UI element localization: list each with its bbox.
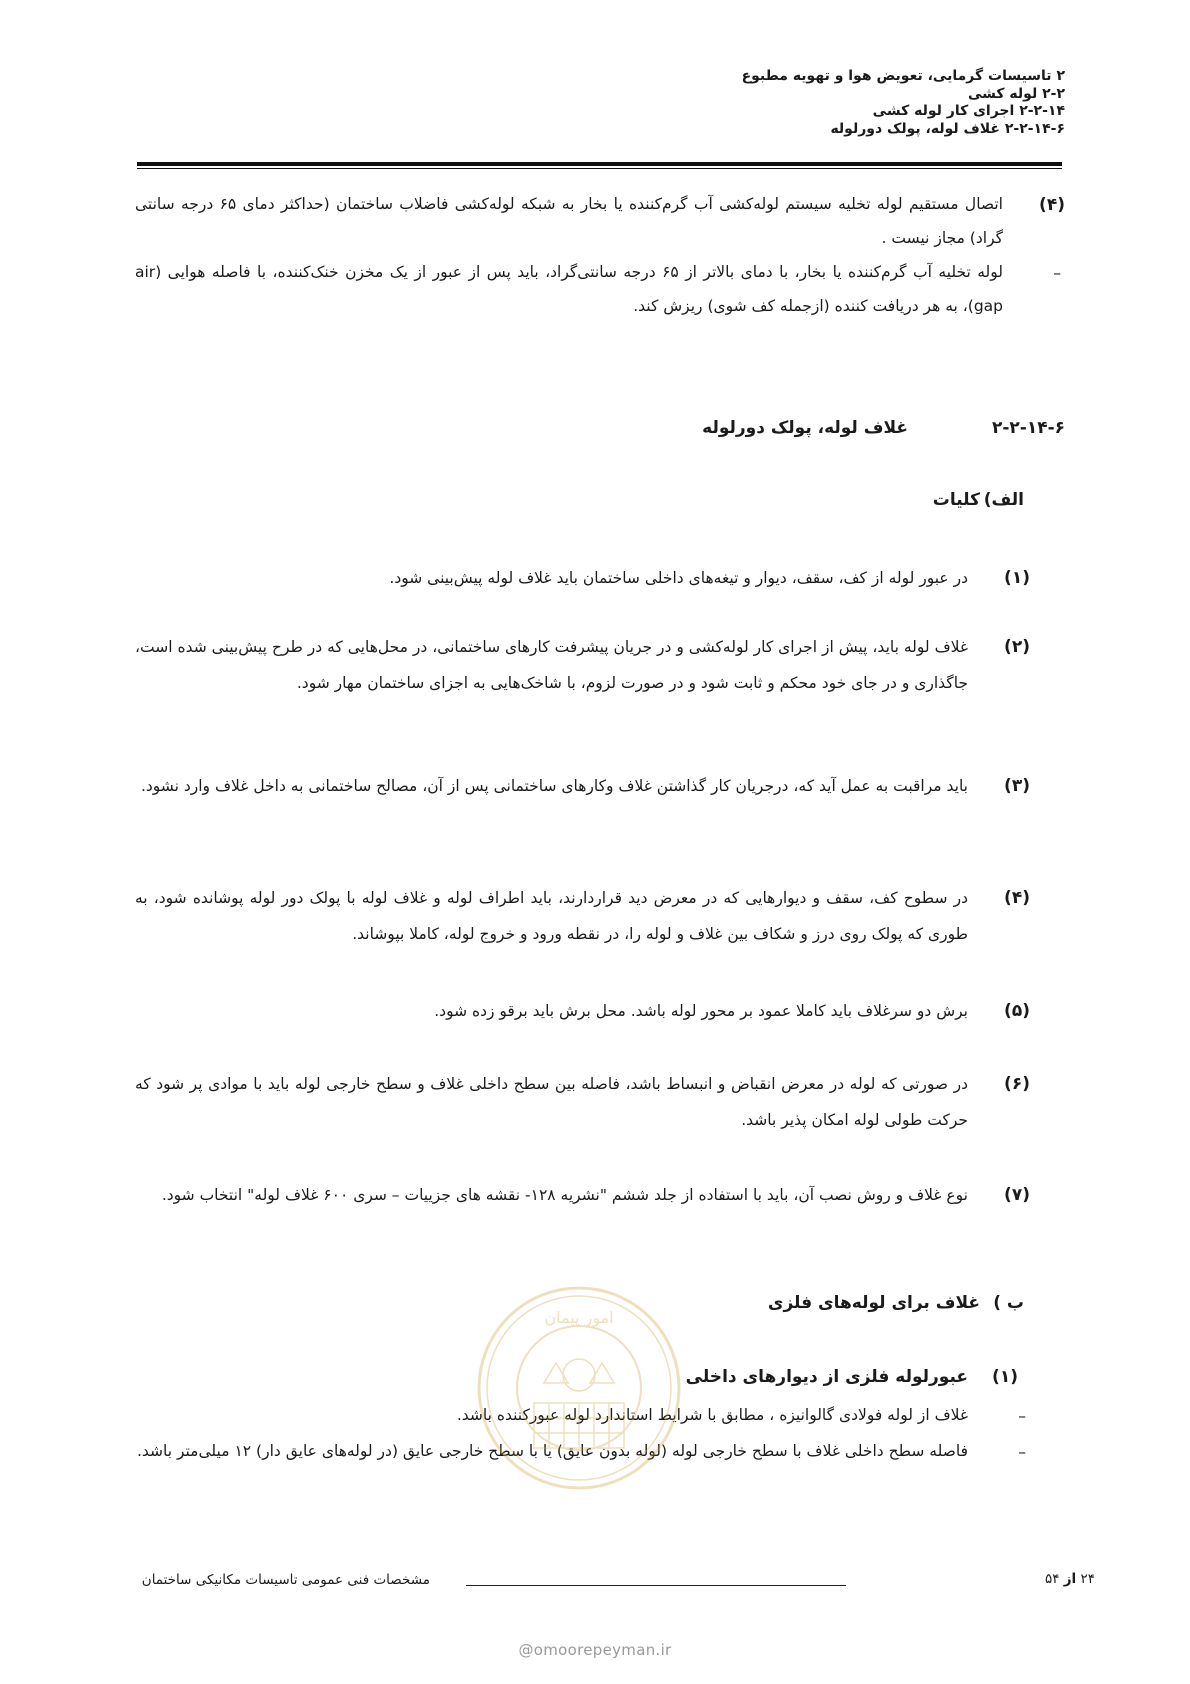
page-total: ۵۴ [1044, 1571, 1060, 1587]
paragraph-text: در صورتی که لوله در معرض انقباض و انبساط باشد، فاصله بین سطح داخلی غلاف و سطح خارجی لوله باید با موادی پر شود که حرکت طولی لوله امکان پذیر باشد. [135, 1075, 968, 1129]
part-title: کلیات [932, 490, 980, 510]
header-rule-thin [137, 168, 1062, 169]
header-section: ۲-۲ لوله کشی [968, 85, 1065, 102]
site-watermark: @omoorepeyman.ir [518, 1641, 672, 1659]
item-marker: (۳) [1004, 776, 1030, 796]
item-marker: (۵) [1004, 1001, 1030, 1021]
paragraph-text: باید مراقبت به عمل آید که، درجریان کار گذاشتن غلاف وکارهای ساختمانی پس از آن، مصالح ساختمانی به داخل غلاف وارد نشود. [140, 777, 968, 795]
subitem-marker: (۱) [992, 1367, 1018, 1387]
list-item [135, 560, 1030, 600]
paragraph-text: برش دو سرغلاف باید کاملا عمود بر محور لوله باشد. محل برش باید برقو زده شود. [434, 1002, 968, 1020]
header-topic: ۲-۲-۱۴-۶ غلاف لوله، پولک دورلوله [830, 120, 1065, 137]
seal-text: امور پیمان [544, 1308, 614, 1327]
list-item [135, 768, 1030, 843]
section-number: ۲-۲-۱۴-۶ [991, 418, 1065, 438]
part-label: ب ) [993, 1293, 1024, 1313]
paragraph-text: اتصال مستقیم لوله تخلیه سیستم لوله‌کشی آب گرم‌کننده یا بخار به شبکه لوله‌کشی فاضلاب ساختمان (حداکثر دمای ۶۵ درجه سانتی گراد) مجاز نیست . [135, 195, 1003, 247]
paragraph-text: غلاف لوله باید، پیش از اجرای کار لوله‌کشی و در جریان پیشرفت کارهای ساختمانی، در محل‌هایی که در طرح پیش‌بینی شده است، جاگذاری و در جای خود محکم و ثابت شود و در صورت لزوم، با شاخک‌هایی به اجزای ساختمان مهار شود. [135, 638, 968, 692]
bullet-marker: – [1018, 1443, 1026, 1461]
bullet-marker: – [1053, 264, 1061, 282]
header-chapter: ۲ تاسیسات گرمایی، تعویض هوا و تهویه مطبوع [741, 68, 1065, 84]
page-of: از [1063, 1571, 1077, 1587]
paragraph-text: در عبور لوله از کف، سقف، دیوار و تیغه‌های داخلی ساختمان باید غلاف لوله پیش‌بینی شود. [389, 569, 968, 587]
part-title: غلاف برای لوله‌های فلزی [767, 1293, 980, 1313]
paragraph-text: غلاف از لوله فولادی گالوانیزه ، مطابق با شرایط استاندارد لوله عبورکننده باشد. [456, 1406, 968, 1424]
item-marker: (۷) [1004, 1185, 1030, 1205]
list-item [135, 1177, 1030, 1252]
list-item [135, 993, 1030, 1033]
item-marker: (۶) [1004, 1074, 1030, 1094]
running-header [742, 68, 1065, 138]
page-number [1045, 1571, 1095, 1587]
paragraph-text: لوله تخلیه آب گرم‌کننده یا بخار، با دمای بالاتر از ۶۵ درجه سانتی‌گراد، باید پس از عبور از یک مخزن خنک‌کننده، با فاصله هوایی (air gap)، به هر دریافت کننده (ازجمله کف شوی) ریزش کند. [135, 263, 1003, 315]
footer-title: مشخصات فنی عمومی تاسیسات مکانیکی ساختمان [141, 1572, 430, 1588]
intro-bullet [135, 255, 1065, 335]
bullet-marker: – [1018, 1407, 1026, 1425]
paragraph-text: فاصله سطح داخلی غلاف با سطح خارجی لوله (لوله بدون عایق) یا با سطح خارجی عایق (در لوله‌های عایق دار) ۱۲ میلی‌متر باشد. [136, 1442, 968, 1460]
paragraph-text: در سطوح کف، سقف و دیوارهایی که در معرض دید قراردارند، باید اطراف لوله و غلاف لوله با پولک دور لوله پوشانده شود، به طوری که پولک روی درز و شکاف بین غلاف و لوله را، در نقطه ورود و خروج لوله، کاملا بپوشاند. [135, 889, 968, 943]
header-rule-thick [137, 162, 1062, 166]
item-marker: (۱) [1004, 568, 1030, 588]
subitem-title: عبورلوله فلزی از دیوارهای داخلی [685, 1367, 968, 1387]
item-marker: (۴) [1004, 888, 1030, 908]
item-marker: (۴) [1039, 195, 1065, 215]
section-title: غلاف لوله، پولک دورلوله [702, 418, 908, 438]
list-item [135, 629, 1030, 739]
page-current: ۲۴ [1080, 1571, 1095, 1587]
footer-rule [466, 1585, 846, 1586]
paragraph-text: نوع غلاف و روش نصب آن، باید با استفاده از جلد ششم "نشریه ۱۲۸- نقشه های جزییات – سری ۶۰۰ غلاف لوله" انتخاب شود. [161, 1186, 968, 1204]
list-item [135, 1066, 1030, 1141]
item-marker: (۲) [1004, 637, 1030, 657]
part-label: الف) [983, 490, 1024, 510]
header-subsection: ۲-۲-۱۴ اجرای کار لوله کشی [872, 103, 1065, 119]
list-item [135, 880, 1030, 955]
seal-watermark [474, 1283, 684, 1493]
